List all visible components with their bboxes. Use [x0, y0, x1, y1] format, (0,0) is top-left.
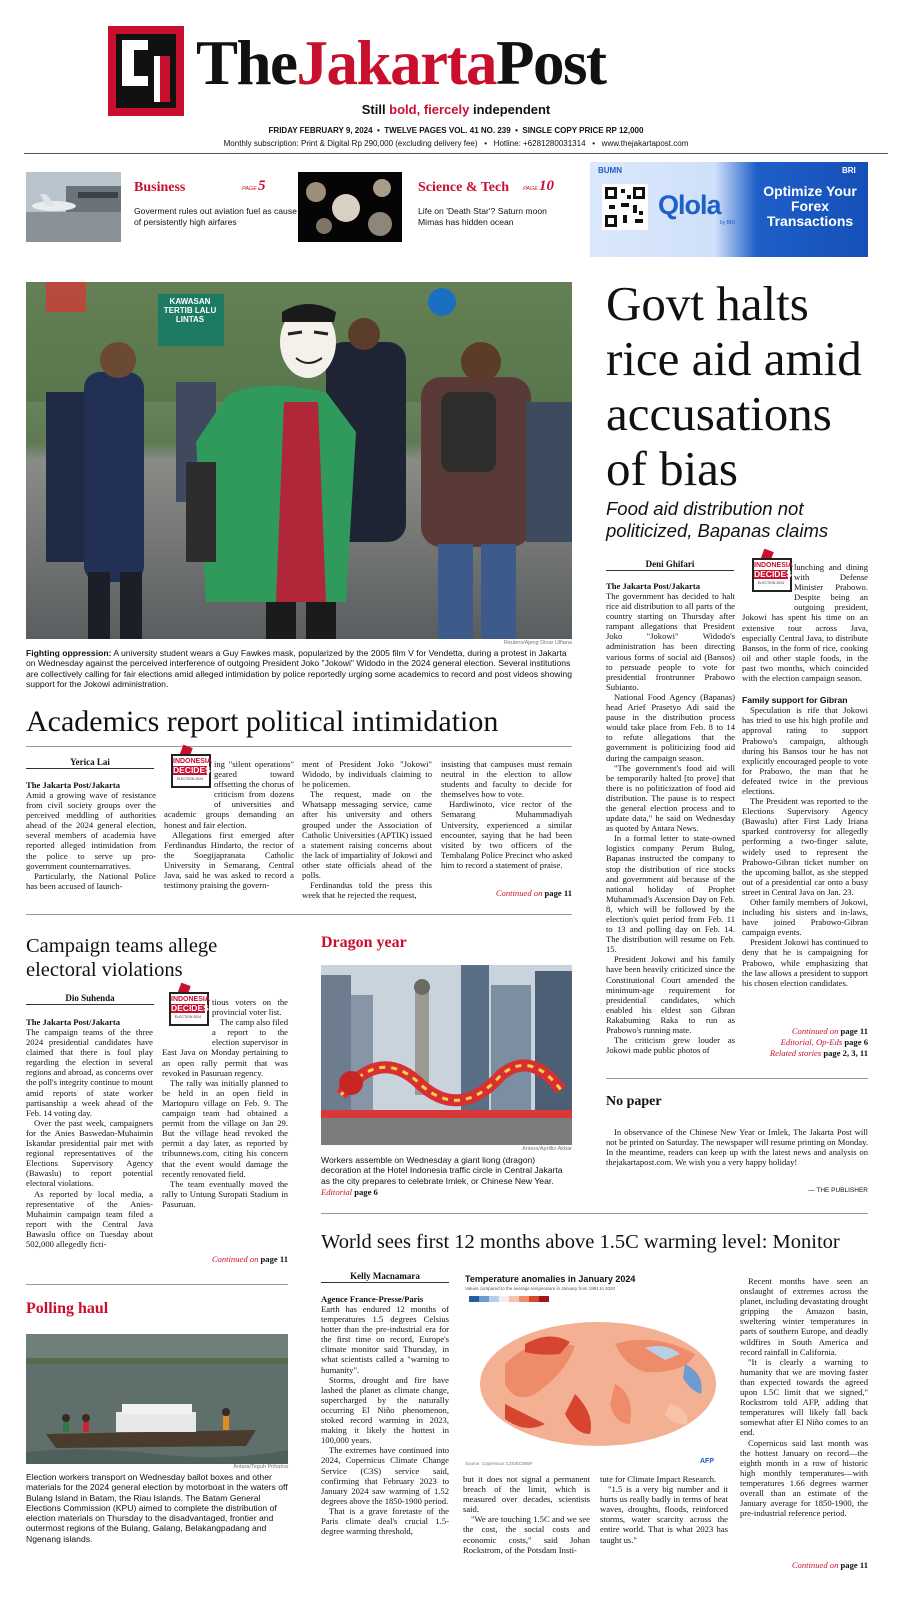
academics-col3: ment of President Joko "Jokowi" Widodo, by individuals claiming to be policemen. The request, made on the Whatsapp messaging service, came after his university and others grouped under the Association of Catholic Universities (APTIK) issued a statement raising concerns about the lack of impartiality of Jokowi and other state officials ahead of the polls. Ferdinandus told the press this week that he rejected the request,	[302, 759, 432, 901]
main-related-ref[interactable]: Related stories page 2, 3, 11	[769, 1048, 868, 1058]
ad-bank: BRI	[842, 166, 856, 175]
masthead-divider	[24, 153, 888, 154]
temperature-anomaly-map	[465, 1294, 731, 1460]
main-subsection: Family support for Gibran	[742, 695, 848, 706]
climate-col-mid: but it does not signal a permanent breach of the limit, which is measured over decades, scientists said. "We are touching 1.5C and we see the cost, the social costs and economic costs," said Johan Rockstrom, of the Potsdam Insti-	[463, 1474, 590, 1555]
moons-photo	[298, 172, 402, 242]
photo-credit: Antara/Teguh Prihatna	[233, 1464, 288, 1470]
divider	[26, 914, 572, 915]
climate-col-mid2: tute for Climate Impact Research. "1.5 is a very big number and it hurts us really badly in terms of heat waves, droughts, floods, reinforced storms, water scarcity across the entire world. That is what 2023 has taught us."	[600, 1474, 728, 1545]
lead-caption	[26, 648, 572, 689]
climate-col3: Recent months have seen an onslaught of extremes across the planet, including devastating drought gripping the Amazon basin, sweltering winter temperatures in parts of southern Europe, and deadly wildfires in South America and record rainfall in California. "It is clearly a warning to humanity that we are moving faster than expected towards the agreed upon 1.5C limit that we signed," Rockstrom told AFP, adding that temperatures will likely fall back somewhat after El Niño comes to an end. Copernicus said last month was the hottest January on record—the eighth month in a row of historic high monthly temperatures—with temperatures 1.66 degrees warmer overall than an estimate of the January average for 1850-1900, the pre-industrial reference period.	[740, 1276, 868, 1519]
dragon-headline[interactable]: Dragon year	[321, 934, 407, 951]
academics-headline[interactable]: Academics report political intimidation	[26, 705, 499, 738]
map-source: Source: Copernicus C3S/ECMWF	[465, 1461, 533, 1466]
academics-continued[interactable]: Continued on page 11	[495, 888, 572, 898]
teaser-text: Life on 'Death Star'? Saturn moon Mimas has hidden ocean	[418, 206, 547, 227]
main-dateline: The Jakarta Post/Jakarta	[606, 581, 701, 591]
academics-col4: insisting that campuses must remain neutral in the election to allow students and faculty to decide for themselves how to vote. Hardiwinoto, vice rector of the Semarang Muhammadiyah University, experienced a similar encounter, saying that he had been visited by two officers of the Tembalang Police Precinct who asked him to record a statement of praise.	[441, 759, 572, 870]
map-subtitle: Values compared to the average temperature in January from 1991 to 2020	[465, 1286, 616, 1291]
teaser-page-label: PAGE	[523, 186, 538, 192]
climate-continued[interactable]: Continued on page 11	[791, 1560, 868, 1570]
campaign-col1: The campaign teams of the three 2024 presidential candidates have claimed that there is foul play regarding the election in several regions and abroad, as concerns over the poll's integrity continue to mount amid reports of state worker partisanship a week ahead of the Feb. 14 voting day. Over the past week, campaigners for the Anies Baswedan-Muhaimin Iskandar presidential pair met with regional representatives of the Elections Supervisory Agency (Bawaslu) to report potential electoral violations. As reported by local media, a representative of the Anies-Muhaimin campaign team filed a report with the Central Java Bawaslu office on Tuesday about 502,000 allegedly ficti-	[26, 1027, 153, 1249]
academics-byline: Yerica Lai	[26, 757, 154, 769]
dateline-bar: FRIDAY FEBRUARY 9, 2024 • TWELVE PAGES VOL. 41 NO. 239 • SINGLE COPY PRICE RP 12,000	[268, 126, 644, 135]
climate-col1: Earth has endured 12 months of temperatures 1.5 degrees Celsius hotter than the pre-industrial era for the first time on record, Europe's climate monitor said Thursday, in what scientists called a "warning to humanity". Storms, drought and fire have lashed the planet as climate change, supercharged by the naturally occurring El Niño phenomenon, stoked record warming in 2023, making it likely the hottest in 100,000 years. The extremes have continued into 2024, Copernicus Climate Change Service (C3S) service said, confirming that February 2023 to January 2024 saw warming of 1.52 degrees above the 1850-1900 period. That is a grave foretaste of the Paris climate deal's crucial 1.5-degree warming threshold,	[321, 1304, 449, 1537]
indonesia-decides-badge: INDONESIA DECIDES ELECTION 2024	[165, 746, 211, 788]
polling-photo	[26, 1334, 288, 1464]
qlola-ad[interactable]	[590, 162, 868, 257]
map-title: Temperature anomalies in January 2024	[465, 1274, 636, 1284]
divider	[26, 1284, 288, 1285]
teaser-section-title: Science & Tech	[418, 180, 509, 195]
ad-bumn-label: BUMN	[598, 166, 622, 175]
main-headline[interactable]: Govt halts rice aid amid accusations of bias	[606, 276, 862, 496]
airport-photo	[26, 172, 121, 242]
academics-dateline: The Jakarta Post/Jakarta	[26, 780, 121, 790]
caption-text: A university student wears a Guy Fawkes mask, popularized by the 2005 film V for Vendetta, during a protest in Jakarta on Wednesday against the perceived interference of outgoing President Joko "Jokowi" Widodo in the 2024 general election. Several institutions are collectively calling for fair elections amid alleged intimidation by police reportedly urging some academics to record and post videos showing support for the Jokowi administration.	[26, 648, 572, 689]
indonesia-decides-badge: INDONESIA DECIDES ELECTION 2024	[746, 550, 792, 592]
ad-brand: Qlola	[658, 190, 721, 220]
dragon-editorial-ref[interactable]: Editorial page 6	[321, 1187, 378, 1197]
afp-logo: AFP	[700, 1458, 714, 1465]
campaign-headline[interactable]: Campaign teams allege electoral violations	[26, 935, 218, 981]
main-byline: Deni Ghifari	[606, 559, 734, 571]
main-col2: lunching and dining with Defense Minister Prabowo. Despite being an outgoing president, Jokowi has spent his time on an extensive tour across Java, especially Central Java, to distribute Bansos, in the form of rice, cooking oil and other staple foods, in the past two months, which coincided with the election campaign season. Family support for Gibran Speculation is rife that Jokowi has tried to use his high profile and approval rating to support Prabowo's campaign, although during his Bansos tour he has not explicitly encouraged people to vote for Prabowo, the man that he defeated twice in the previous elections. The President was reported to the Elections Supervisory Agency (Bawaslu) after First Lady Iriana sparked controversy for allegedly performing a two-finger salute, widely used to represent the Prabowo-Gibran ticket number on the upcoming ballot, as she stepped out of a presidential car onto a busy street in Central Java on Jan. 23. Other family members of Jokowi, including his sisters and in-laws, have joined Prabowo-Gibran campaign events. President Jokowi has continued to deny that he is campaigning for Prabowo, while emphasizing that the law allows a president to support his chosen election candidates.	[742, 562, 869, 988]
qr-code-icon	[602, 184, 648, 230]
main-continued[interactable]: Continued on page 11	[791, 1026, 868, 1036]
teaser-page-number: 5	[258, 178, 266, 194]
climate-headline[interactable]: World sees first 12 months above 1.5C warming level: Monitor	[321, 1231, 840, 1253]
campaign-byline: Dio Suhenda	[26, 993, 154, 1005]
masthead	[0, 18, 912, 153]
campaign-dateline: The Jakarta Post/Jakarta	[26, 1017, 121, 1027]
climate-byline: Kelly Macnamara	[321, 1271, 449, 1283]
nopaper-signoff: — THE PUBLISHER	[808, 1187, 868, 1194]
climate-dateline: Agence France-Presse/Paris	[321, 1294, 424, 1304]
nopaper-headline[interactable]: No paper	[606, 1094, 662, 1109]
campaign-continued[interactable]: Continued on page 11	[211, 1254, 288, 1264]
dragon-photo	[321, 965, 572, 1145]
main-col1: The government has decided to halt rice aid distribution to all parts of the country starting on Thursday after rampant allegations that President Joko "Jokowi" Widodo's administration has been directing various forms of social aid (Bansos) to persuade people to vote for presidential frontrunner Prabowo Subianto. National Food Agency (Bapanas) head Arief Prasetyo Adi said the pause in the distribution process would take place from Feb. 8 to 14 to refute allegations that the government is politicizing food aid during the campaign season. "The government's food aid will be temporarily halted [to prove] that there is no politicization of food aid distribution. The pause is to respect the general election process and to update data," he said on Wednesday as quoted by Antara News. In a formal letter to state-owned logistics company Perum Bulog, Bapanas instructed the company to stop the distribution of rice stocks and government aid because of the national holiday of Prophet Muhammad's Ascension Day on Feb. 8, which will be followed by the election's quiet period from Feb. 11 to 13 and polling day on Feb. 14. The distribution will resume on Feb. 15. President Jokowi and his family have been heavily criticized since the Constitutional Court amended the minimum-age requirement for presidential candidates, which enabled his eldest son Gibran Rakabuming Raka to run as Prabowo's running mate. The criticism grew louder as Jokowi made public photos of	[606, 591, 735, 1056]
teaser-page-label: PAGE	[242, 186, 257, 192]
logo-wordmark: TheJakartaPost	[196, 28, 606, 98]
tagline: Still bold, fiercely independent	[361, 102, 551, 117]
campaign-col2: tious voters on the provincial voter list. The camp also filed a report to the election supervisor in East Java on Monday pertaining to an open rally permit that was revoked in Pasuruan regency. The rally was initially planned to be held in an open field in Martopuro village on Feb. 9. The campaign team had obtained a permit from the village on Jan 29. But the village head revoked the permit a day later, as reported by tribunnews.com, citing his concern that the event would damage the recently renovated field. The team eventually moved the rally to Untung Suropati Stadium in Pasuruan.	[162, 997, 289, 1209]
indonesia-decides-badge: INDONESIA DECIDES ELECTION 2024	[163, 984, 209, 1026]
teaser-section-title: Business	[134, 180, 186, 195]
ad-brand-by: by BRI	[720, 220, 736, 226]
teaser-business[interactable]	[26, 172, 296, 244]
photo-credit: Reuters/Ajeng Dinar Ulfiana	[503, 640, 572, 646]
nopaper-body: In observance of the Chinese New Year or Imlek, The Jakarta Post will not be printed on Saturday. The newspaper will resume printing on Monday. In the meantime, readers can keep up with the latest news and analysis on thejakartapost.com. We wish you a very happy holiday!	[606, 1127, 868, 1168]
academics-col2: ing "silent operations" geared toward offsetting the chorus of criticism from dozens of universities and academic groups demanding an honest and fair election. Allegations first emerged after Ferdinandus Hindarto, the rector of the Soegijapranata Catholic University in Semarang, Central Java, said he was asked to record a testimony praising the govern-	[164, 759, 294, 891]
caption-label: Fighting oppression:	[26, 648, 112, 658]
divider	[26, 746, 572, 747]
sign-text: KAWASAN TERTIB LALU LINTAS	[163, 297, 217, 324]
main-subhead: Food aid distribution not politicized, Bapanas claims	[606, 498, 829, 541]
polling-caption: Election workers transport on Wednesday ballot boxes and other materials for the 2024 general election by motorboat in the waters off Bulang Island in Batam, the Riau Islands. The Batam General Elections Commission (KPU) aimed to complete the distribution of election materials on Thursday to the disadvantaged, frontier and outermost regions of the Bulang, Galang, Belakangpadang and Ngenang islands.	[26, 1472, 288, 1544]
divider	[606, 1078, 868, 1079]
dragon-caption: Workers assemble on Wednesday a giant liong (dragon) decoration at the Hotel Indonesia traffic circle in Central Jakarta as the city prepares to celebrate Imlek, or Chinese New Year.	[321, 1155, 563, 1186]
teaser-science[interactable]	[298, 172, 578, 244]
main-editorial-ref[interactable]: Editorial, Op-Eds page 6	[780, 1037, 868, 1047]
divider	[321, 1213, 868, 1214]
ad-tagline: Optimize Your Forex Transactions	[763, 183, 857, 229]
teaser-text: Goverment rules out aviation fuel as cause of persistently high airfares	[134, 206, 297, 227]
map-legend	[469, 1296, 549, 1302]
polling-headline[interactable]: Polling haul	[26, 1300, 109, 1317]
academics-col1: Amid a growing wave of resistance from civil society groups over the perceived meddling of authorities ahead of the 2024 general election, several members of academia have reported alleged intimidation from the police to serve up pro-government counternarratives. Particularly, the National Police has been accused of launch-	[26, 790, 156, 891]
teaser-page-number: 10	[539, 178, 554, 194]
photo-credit: Antara/Aprillio Akbar	[522, 1146, 572, 1152]
subscription-line: Monthly subscription: Print & Digital Rp 290,000 (excluding delivery fee) • Hotline: +6281280031314 • www.thejakartapost.com	[223, 139, 689, 148]
lead-photo	[26, 282, 572, 639]
